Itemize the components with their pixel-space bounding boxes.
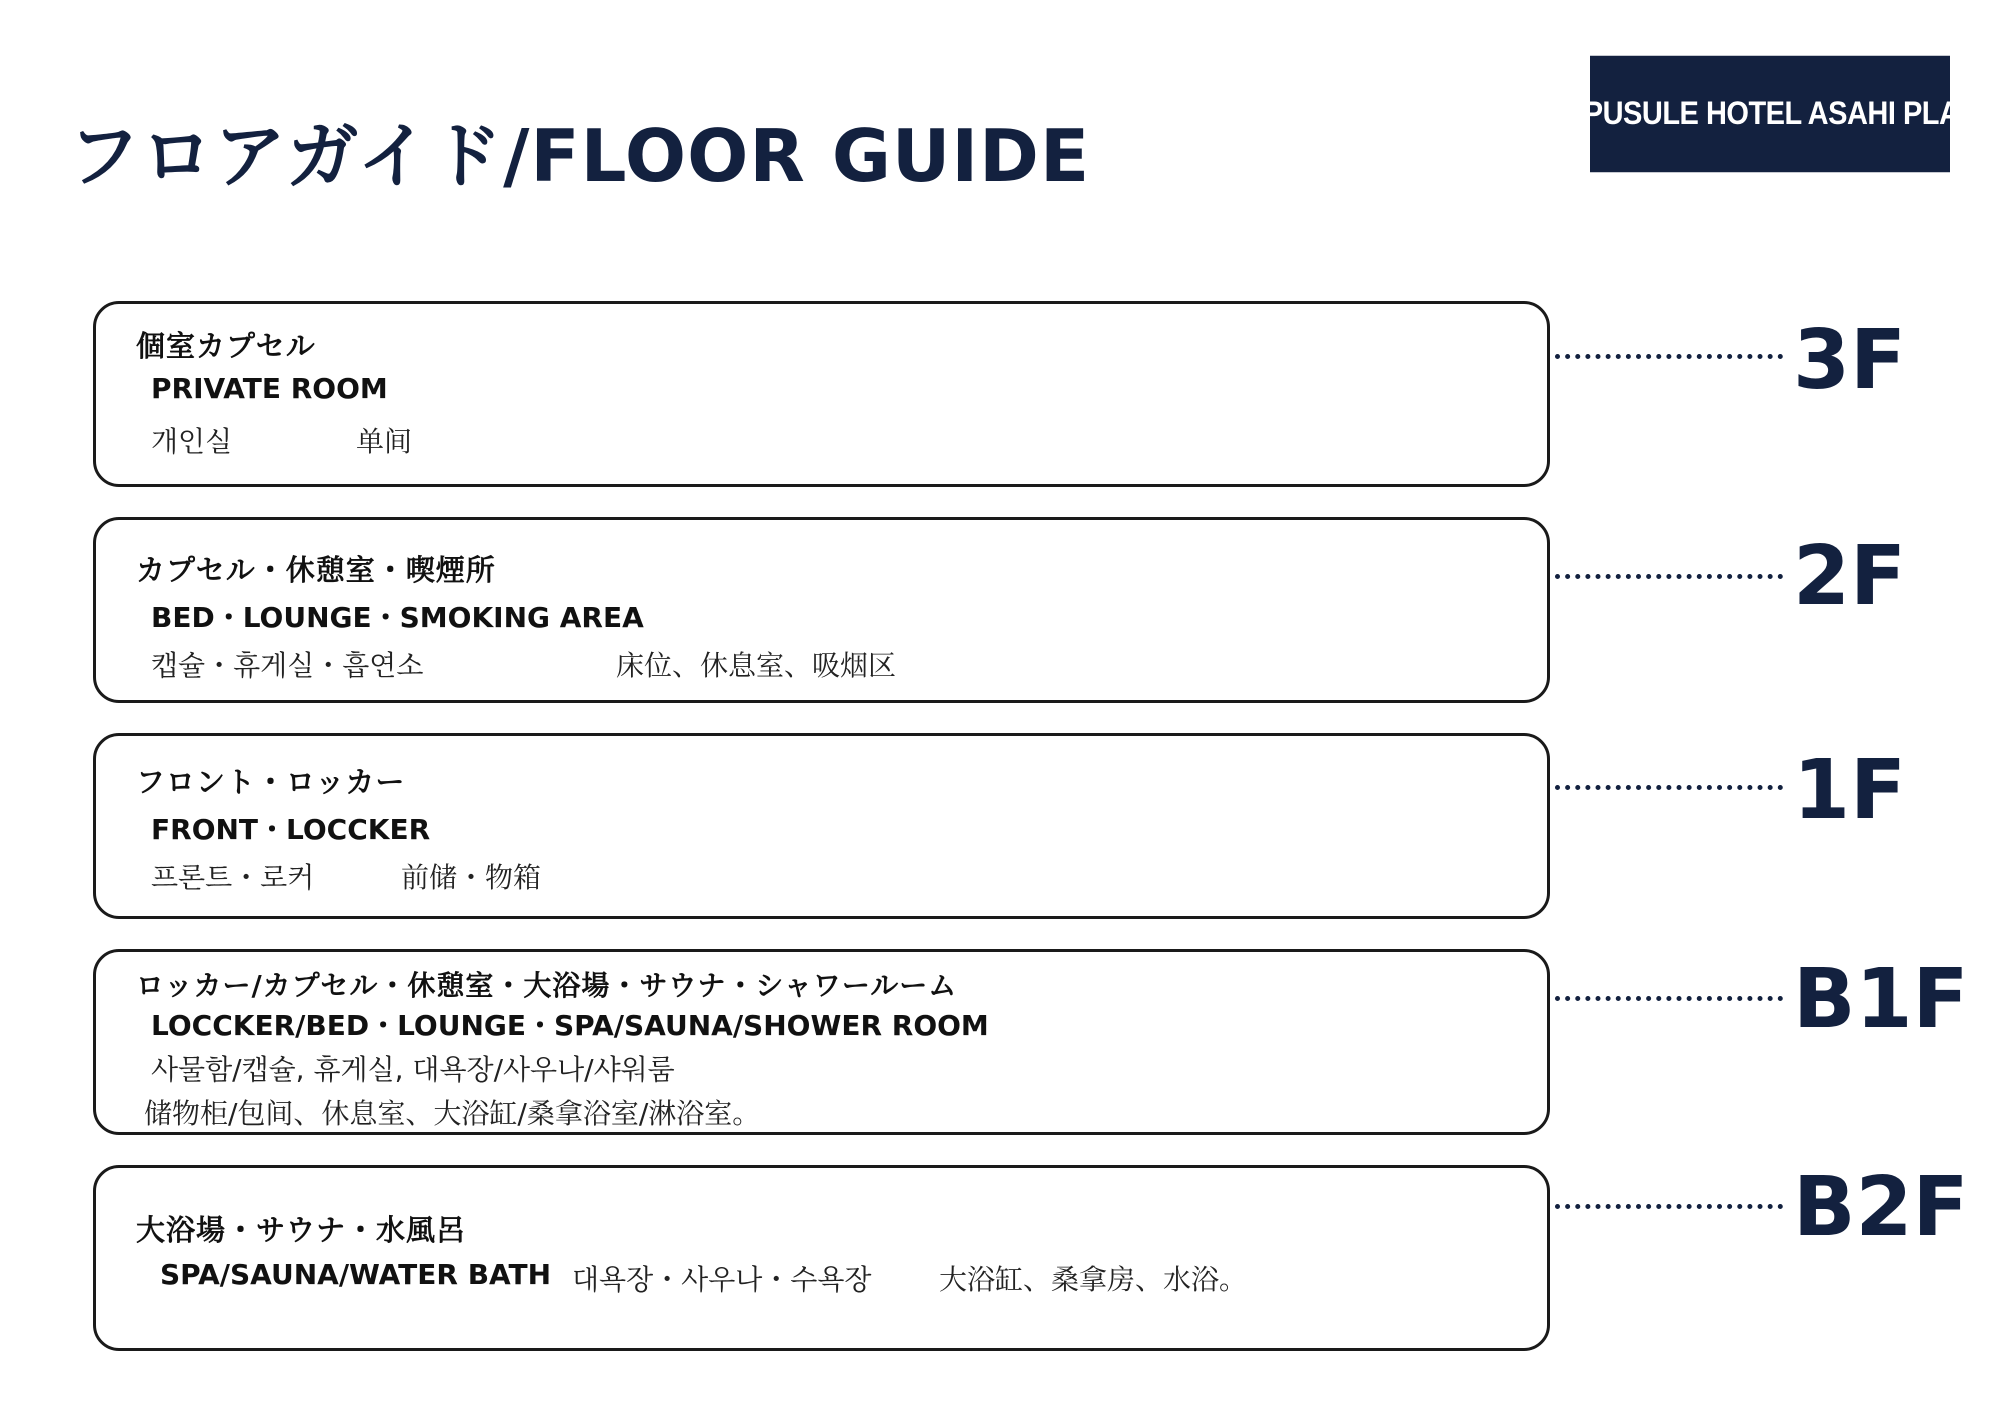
floor-name-korean: 개인실: [151, 425, 233, 458]
floor-name-korean: 캡슐・휴게실・흡연소: [151, 649, 424, 682]
hotel-brand-badge: CAPUSULE HOTEL ASAHI PLAZA: [1590, 56, 1950, 172]
floor-name-japanese: ロッカー/カプセル・休憩室・大浴場・サウナ・シャワールーム: [136, 969, 958, 1002]
floor-name-japanese: 個室カプセル: [136, 329, 316, 363]
floor-name-korean: 사물함/캡슐, 휴게실, 대욕장/사우나/샤워룸: [151, 1053, 675, 1086]
floor-name-english: PRIVATE ROOM: [151, 372, 388, 405]
floor-card: [93, 733, 1550, 919]
dotted-leader-line: [1555, 354, 1783, 359]
floor-card: [93, 1165, 1550, 1351]
floor-card: [93, 301, 1550, 487]
dotted-leader-line: [1555, 574, 1783, 579]
dotted-leader-line: [1555, 785, 1783, 790]
floor-label: 2F: [1793, 529, 1907, 624]
floor-name-chinese: 单间: [356, 425, 413, 458]
page-title: フロアガイド/FLOOR GUIDE: [68, 114, 1091, 198]
floor-name-japanese: フロント・ロッカー: [136, 765, 406, 799]
floor-name-korean: 프론트・로커: [151, 861, 315, 894]
floor-label: 1F: [1793, 743, 1907, 838]
floor-name-chinese: 大浴缸、桑拿房、水浴。: [939, 1263, 1248, 1296]
floor-name-english: FRONT・LOCCKER: [151, 813, 431, 846]
floor-name-english: SPA/SAUNA/WATER BATH: [160, 1258, 552, 1291]
floor-name-chinese: 床位、休息室、吸烟区: [616, 649, 897, 682]
floor-name-english: BED・LOUNGE・SMOKING AREA: [151, 601, 644, 634]
dotted-leader-line: [1555, 996, 1783, 1001]
floor-name-japanese: カプセル・休憩室・喫煙所: [136, 553, 496, 587]
floor-name-korean: 대욕장・사우나・수욕장: [572, 1263, 872, 1296]
floor-name-japanese: 大浴場・サウナ・水風呂: [136, 1213, 467, 1247]
floor-name-chinese: 储物柜/包间、休息室、大浴缸/桑拿浴室/淋浴室。: [144, 1097, 761, 1130]
floor-label: B2F: [1793, 1160, 1969, 1255]
floor-name-chinese: 前储・物箱: [401, 861, 542, 894]
dotted-leader-line: [1555, 1204, 1783, 1209]
floor-label: 3F: [1793, 313, 1907, 408]
floor-label: B1F: [1793, 952, 1969, 1047]
floor-card: [93, 517, 1550, 703]
floor-card: [93, 949, 1550, 1135]
floor-name-english: LOCCKER/BED・LOUNGE・SPA/SAUNA/SHOWER ROOM: [151, 1009, 989, 1042]
